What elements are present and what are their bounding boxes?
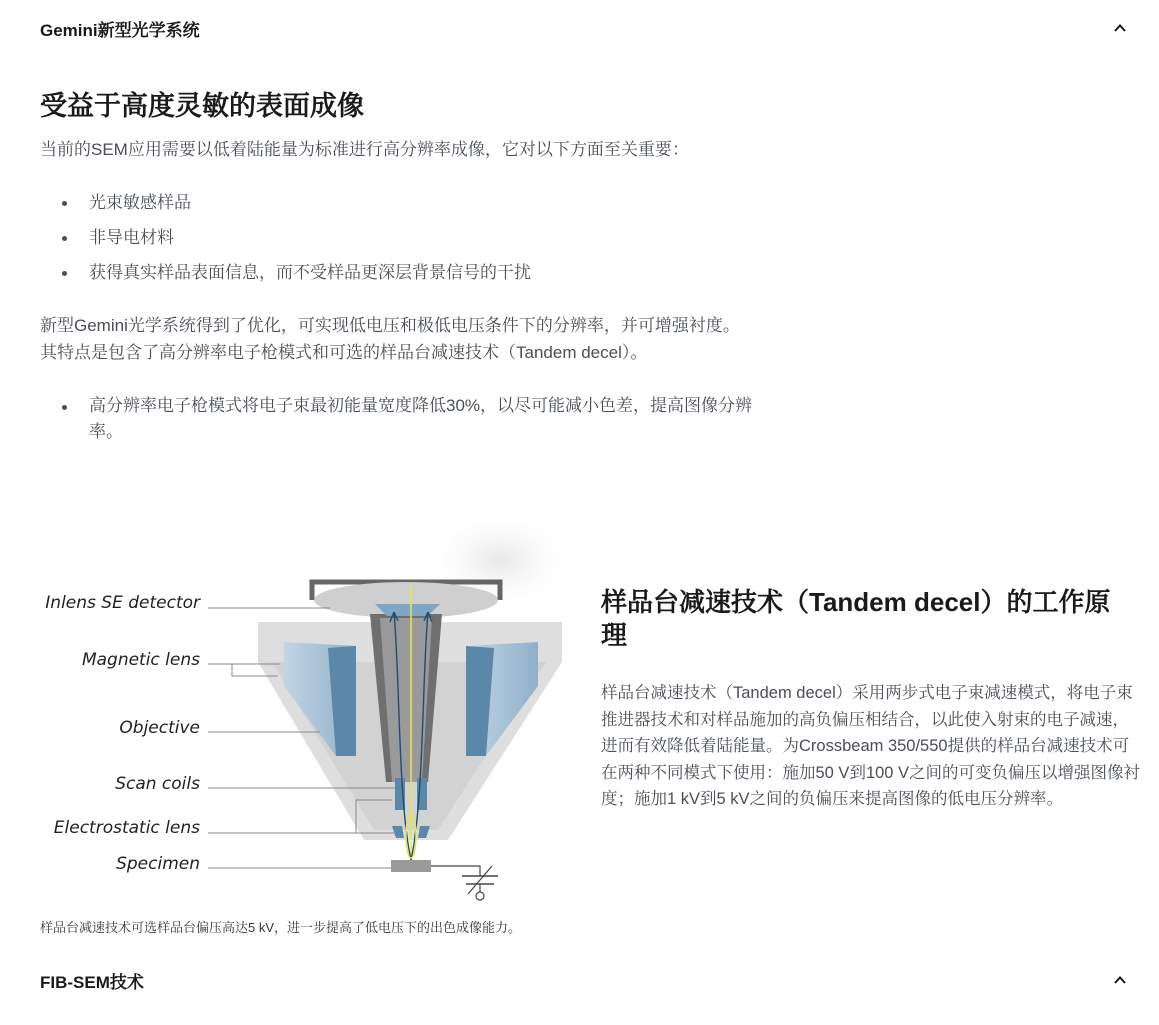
accordion-header-gemini[interactable]	[40, 14, 1129, 42]
description-paragraph: 新型Gemini光学系统得到了优化，可实现低电压和极低电压条件下的分辨率，并可增强衬度。其特点是包含了高分辨率电子枪模式和可选的样品台减速技术（Tandem decel）。	[40, 316, 740, 362]
accordion-title: Gemini新型光学系统	[40, 20, 200, 40]
bias-wire	[431, 866, 480, 876]
bullet-icon	[62, 236, 67, 241]
label-specimen: Specimen	[116, 854, 200, 874]
label-objective: Objective	[119, 718, 200, 738]
section-heading: 受益于高度灵敏的表面成像	[40, 91, 364, 121]
bullet-icon	[62, 201, 67, 206]
feature-list	[62, 393, 762, 453]
tandem-heading: 样品台减速技术（Tandem decel）的工作原理	[601, 587, 1111, 650]
list-item: 光束敏感样品	[62, 189, 531, 216]
intro-paragraph: 当前的SEM应用需要以低着陆能量为标准进行高分辨率成像，它对以下方面至关重要：	[40, 140, 689, 159]
label-electrostatic-lens: Electrostatic lens	[53, 818, 200, 838]
bullet-icon	[62, 405, 67, 410]
gemini-column-diagram	[30, 500, 590, 910]
label-scan-coils: Scan coils	[115, 774, 200, 794]
diagram-caption: 样品台减速技术可选样品台偏压高达5 kV，进一步提高了低电压下的出色成像能力。	[40, 920, 522, 935]
requirements-list	[62, 189, 531, 294]
accordion-title: FIB-SEM技术	[40, 972, 144, 992]
column-illustration	[30, 500, 590, 910]
list-item: 高分辨率电子枪模式将电子束最初能量宽度降低30%，以尽可能减小色差，提高图像分辨率。	[62, 393, 762, 445]
ground-icon	[476, 892, 484, 900]
list-item: 获得真实样品表面信息，而不受样品更深层背景信号的干扰	[62, 259, 531, 286]
label-magnetic-lens: Magnetic lens	[81, 650, 200, 670]
accordion-header-fib-sem[interactable]	[40, 966, 1129, 994]
tandem-body: 样品台减速技术（Tandem decel）采用两步式电子束减速模式，将电子束推进器技术和对样品施加的高负偏压相结合，以此使入射束的电子减速，进而有效降低着陆能量。为Crossbeam 350/550提供的样品台减速技术可在两种不同模式下使用：施加50 V到100 V之间的可变负偏压以增强图像衬度；施加1 kV到5 kV之间的负偏压来提高图像的低电压分辨率。	[601, 684, 1141, 809]
list-item: 非导电材料	[62, 224, 531, 251]
chevron-up-icon[interactable]	[1111, 19, 1129, 37]
label-inlens: Inlens SE detector	[45, 593, 200, 613]
bullet-icon	[62, 271, 67, 276]
specimen-stage	[391, 860, 431, 872]
chevron-up-icon[interactable]	[1111, 971, 1129, 989]
